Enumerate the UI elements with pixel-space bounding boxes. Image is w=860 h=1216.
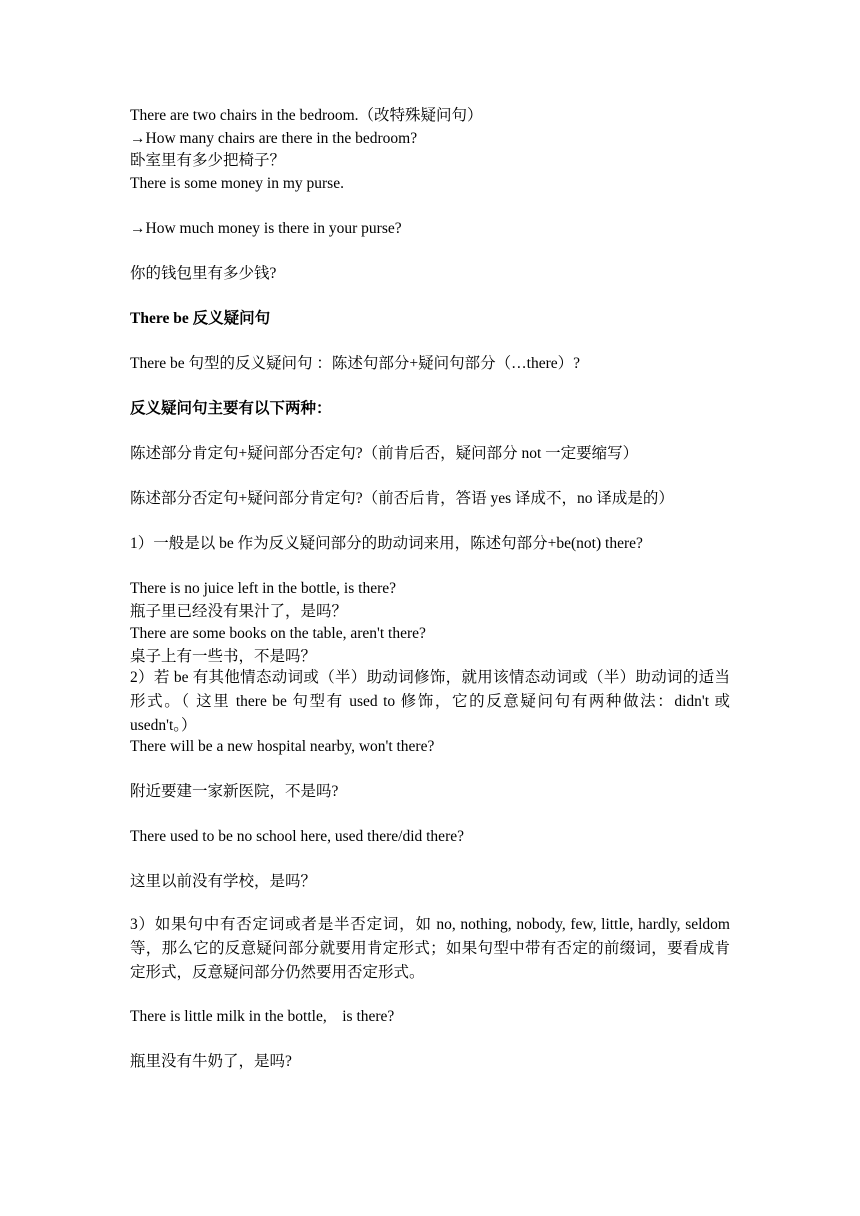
- example-school: There used to be no school here, used there/did there?: [130, 828, 464, 845]
- pattern-description: There be 句型的反义疑问句 ：陈述句部分+疑问句部分（…there）?: [130, 355, 580, 372]
- translation-milk: 瓶里没有牛奶了，是吗?: [130, 1053, 292, 1070]
- example-milk: There is little milk in the bottle, is there?: [130, 1008, 395, 1025]
- example-juice: There is no juice left in the bottle, is there?: [130, 580, 396, 597]
- rule-one: 1）一般是以 be 作为反义疑问部分的助动词来用，陈述句部分+be(not) there?: [130, 535, 643, 552]
- translation-money: 你的钱包里有多少钱?: [130, 265, 277, 282]
- question-how-much-money: →How much money is there in your purse?: [130, 220, 402, 237]
- question-how-many-chairs: →How many chairs are there in the bedroom?: [130, 130, 418, 147]
- section-heading: There be 反义疑问句: [130, 310, 271, 327]
- type-one: 陈述部分肯定句+疑问部分否定句?（前肯后否，疑问部分 not 一定要缩写）: [130, 445, 639, 462]
- example-sentence-money: There is some money in my purse.: [130, 175, 344, 192]
- example-hospital: There will be a new hospital nearby, won't there?: [130, 738, 435, 755]
- rule-three: 3）如果句中有否定词或者是半否定词，如 no, nothing, nobody, few, little, hardly, seldom 等，那么它的反意疑问部分就要用肯定形式；如果句型中带有否定的前缀词，要看成肯定形式，反意疑问部分仍然要用否定形式。: [130, 916, 730, 981]
- translation-chairs: 卧室里有多少把椅子？: [130, 152, 286, 169]
- type-two: 陈述部分否定句+疑问部分肯定句?（前否后肯，答语 yes 译成不，no 译成是的）: [130, 490, 674, 507]
- example-sentence-chairs: There are two chairs in the bedroom.（改特殊疑问句）: [130, 107, 483, 124]
- rule-two: 2）若 be 有其他情态动词或（半）助动词修饰，就用该情态动词或（半）助动词的适当形式。（ 这里 there be 句型有 used to 修饰，它的反意疑问句有两种做法：didn't 或 usedn't。）: [130, 669, 730, 734]
- translation-juice: 瓶子里已经没有果汁了，是吗？: [130, 603, 348, 620]
- translation-school: 这里以前没有学校，是吗？: [130, 873, 317, 890]
- translation-books: 桌子上有一些书，不是吗？: [130, 648, 317, 665]
- subheading-two-types: 反义疑问句主要有以下两种：: [130, 400, 332, 417]
- example-books: There are some books on the table, aren't there?: [130, 625, 426, 642]
- translation-hospital: 附近要建一家新医院，不是吗?: [130, 783, 339, 800]
